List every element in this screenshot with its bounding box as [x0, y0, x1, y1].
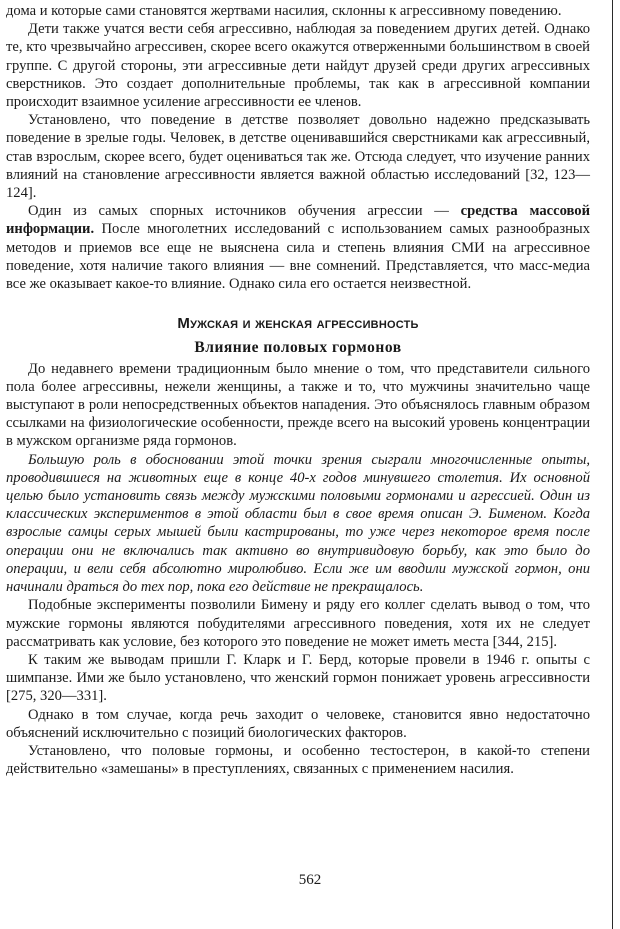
paragraph: Однако в том случае, когда речь заходит о человеке, становится явно недостаточно объяснений исключительно с позиций биологических факторов.: [6, 706, 590, 741]
page-number: 562: [298, 872, 322, 888]
page-body: [6, 2, 590, 778]
subsection-title: Влияние половых гормонов: [194, 339, 402, 357]
paragraph: Установлено, что поведение в детстве позволяет довольно надежно предсказывать поведение в зрелые годы. Человек, в детстве оценивавшийся сверстниками как агрессивный, став взрослым, скорее всего, будет оцениваться так же. Отсюда следует, что изучение ранних влияний на становление агрессивности является важной областью исследований [32, 123—124].: [6, 112, 590, 202]
paragraph: К таким же выводам пришли Г. Кларк и Г. Берд, которые провели в 1946 г. опыты с шимпанзе. Ими же было установлено, что женский гормон понижает уровень агрессивности [275, 320—331].: [6, 651, 590, 705]
section-title: Мужская и женская агрессивность: [177, 315, 419, 333]
paragraph: До недавнего времени традиционным было мнение о том, что представители сильного пола более агрессивны, нежели женщины, а также и то, что мужчины значительно чаще выступают в роли непосредственных объектов нападения. Это объяснялось главным образом ссылками на физиологические особенности, прежде всего на высокий уровень концентрации в мужском организме ряда гормонов.: [6, 360, 590, 450]
paragraph-media-before: Один из самых спорных источников обучения агрессии —: [28, 203, 461, 220]
paragraph-media: [6, 202, 590, 293]
paragraph: Дети также учатся вести себя агрессивно, наблюдая за поведением других детей. Однако те, кто чрезвычайно агрессивен, скорее всего окажутся отверженными большинством в своей группе. С другой стороны, эти агрессивные дети найдут друзей среди других агрессивных сверстников. Это создает дополнительные проблемы, так как в агрессивной компании происходит взаимное усиление агрессивности ее членов.: [6, 21, 590, 111]
paragraph: Установлено, что половые гормоны, и особенно тестостерон, в какой-то степени действительно «замешаны» в преступлениях, связанных с применением насилия.: [6, 742, 590, 778]
page-edge-rule: [612, 0, 613, 929]
paragraph: дома и которые сами становятся жертвами насилия, склонны к агрессивному поведению.: [6, 3, 562, 19]
paragraph: Подобные эксперименты позволили Бимену и ряду его коллег сделать вывод о том, что мужские гормоны являются побудителями агрессивного поведения, хотя их не следует рассматривать как условие, без которого это поведение не может иметь места [344, 215].: [6, 597, 590, 650]
paragraph-media-bold: средства массовой информации.: [6, 203, 591, 238]
paragraph-italic-example: Большую роль в обосновании этой точки зрения сыграли многочисленные опыты, проводившиеся на животных еще в конце 40-х годов минувшего столетия. Их основной целью было установить связь между мужскими половыми гормонами и агрессией. Один из классических экспериментов в этой области был в свое время описан Э. Бименом. Когда взрослые самцы серых мышей были кастрированы, то уже через некоторое время после операции они не включались так активно во внутривидовую борьбу, как это было до операции, и вели себя абсолютно миролюбиво. Если же им вводили мужской гормон, они начинали драться до тех пор, пока его действие не прекращалось.: [6, 451, 590, 596]
paragraph-media-after: После многолетних исследований с использованием самых разнообразных методов и приемов все еще не выяснена сила и степень влияния СМИ на агрессивное поведение, хотя наличие такого влияния — вне сомнений. Представляется, что масс-медиа все же оказывает какое-то влияние. Однако сила его остается неизвестной.: [6, 221, 590, 293]
